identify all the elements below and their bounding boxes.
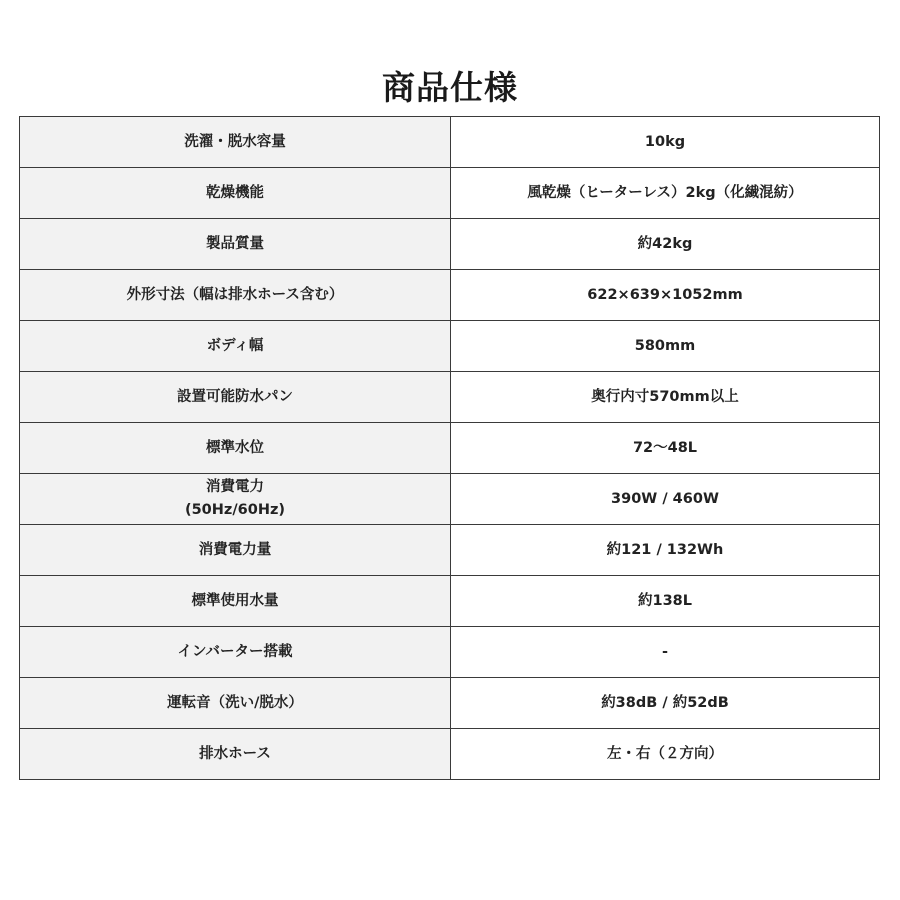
table-row bbox=[20, 270, 880, 321]
spec-value: 約38dB / 約52dB bbox=[451, 678, 880, 729]
spec-value: 390W / 460W bbox=[451, 474, 880, 525]
spec-label: 洗濯・脱水容量 bbox=[20, 117, 451, 168]
spec-label: 消費電力量 bbox=[20, 525, 451, 576]
spec-value: 10kg bbox=[451, 117, 880, 168]
spec-label: 乾燥機能 bbox=[20, 168, 451, 219]
table-row bbox=[20, 576, 880, 627]
table-row bbox=[20, 372, 880, 423]
table-row bbox=[20, 219, 880, 270]
spec-value: 約138L bbox=[451, 576, 880, 627]
spec-label: 標準使用水量 bbox=[20, 576, 451, 627]
spec-label: 製品質量 bbox=[20, 219, 451, 270]
page-title: 商品仕様 bbox=[382, 68, 518, 107]
spec-value: 580mm bbox=[451, 321, 880, 372]
spec-value: 約42kg bbox=[451, 219, 880, 270]
table-row bbox=[20, 525, 880, 576]
spec-value: 622×639×1052mm bbox=[451, 270, 880, 321]
spec-label: ボディ幅 bbox=[20, 321, 451, 372]
spec-value: 風乾燥（ヒーターレス）2kg（化繊混紡） bbox=[451, 168, 880, 219]
spec-label: 外形寸法（幅は排水ホース含む） bbox=[20, 270, 451, 321]
table-row bbox=[20, 474, 880, 525]
table-row bbox=[20, 627, 880, 678]
spec-label-line2: (50Hz/60Hz) bbox=[184, 502, 286, 518]
table-row bbox=[20, 321, 880, 372]
spec-label: 設置可能防水パン bbox=[20, 372, 451, 423]
spec-value: 左・右（２方向） bbox=[451, 729, 880, 780]
spec-label: インバーター搭載 bbox=[20, 627, 451, 678]
spec-value: - bbox=[451, 627, 880, 678]
spec-value: 奥行内寸570mm以上 bbox=[451, 372, 880, 423]
spec-label-line1: 消費電力 bbox=[206, 479, 264, 495]
table-row bbox=[20, 168, 880, 219]
spec-table bbox=[19, 116, 880, 780]
spec-label bbox=[20, 474, 451, 525]
table-row bbox=[20, 678, 880, 729]
spec-label: 運転音（洗い/脱水） bbox=[20, 678, 451, 729]
spec-value: 72～48L bbox=[451, 423, 880, 474]
spec-label: 排水ホース bbox=[20, 729, 451, 780]
table-row bbox=[20, 117, 880, 168]
spec-label: 標準水位 bbox=[20, 423, 451, 474]
table-row bbox=[20, 423, 880, 474]
spec-value: 約121 / 132Wh bbox=[451, 525, 880, 576]
table-row bbox=[20, 729, 880, 780]
